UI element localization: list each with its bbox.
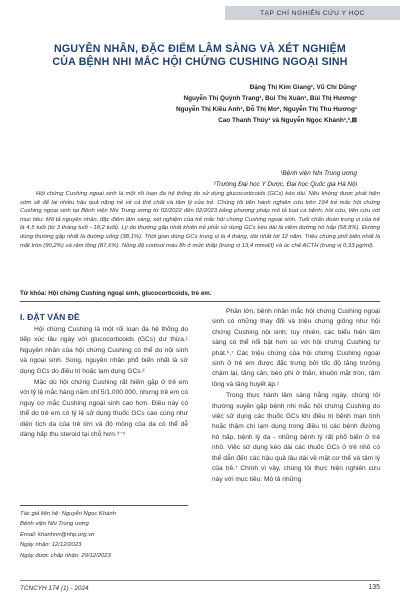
journal-citation: TCNCYH 174 (1) - 2024 (20, 585, 89, 592)
journal-header-band (225, 6, 400, 20)
author-list (57, 82, 357, 126)
footnote-line: Tác giả liên hệ: Nguyễn Ngọc Khánh (20, 511, 116, 517)
author-line: Nguyễn Thị Kiều Anh¹, Đỗ Thị Mơ¹, Nguyễn Thị Thu Hương¹ (175, 106, 357, 113)
page-number: 135 (368, 584, 380, 591)
section-heading: I. ĐẶT VẤN ĐỀ (20, 312, 80, 322)
journal-name: TẠP CHÍ NGHIÊN CỨU Y HỌC (260, 9, 365, 17)
body-paragraph: Mặc dù hội chứng Cushing rất hiếm gặp ở trẻ em với tỷ lệ mắc hàng năm chỉ 5/1.000.000, nhưng trẻ em có nguy cơ mắc Cushing ngoại sinh cao hơn. Điều này có thể do trẻ em có tỷ lệ sử dụng thuốc GCs cao cùng như diện tích da của trẻ lớn và độ mỏng của da có thể dễ dàng hấp thu steroid tại chỗ hơn.³⁻⁵ (20, 379, 188, 439)
title-line: CỦA BỆNH NHI MẮC HỘI CHỨNG CUSHING NGOẠI SINH (52, 56, 348, 68)
article-title (0, 43, 400, 69)
affiliations (57, 168, 357, 190)
author-line: Cao Thanh Thủy¹ và Nguyễn Ngọc Khánh¹,²,⊠ (218, 117, 357, 124)
right-column (212, 307, 380, 486)
affiliation-line: ¹Bệnh viện Nhi Trung ương (280, 170, 357, 177)
keywords: Từ khóa: Hội chứng Cushing ngoại sinh, glucocorticoids, trẻ em. (20, 290, 212, 297)
affiliation-line: ²Trường Đại học Y Dược, Đại học Quốc gia Hà Nội (213, 181, 357, 188)
keywords-divider (20, 301, 380, 302)
footnote-divider (20, 505, 188, 506)
abstract: Hội chứng Cushing ngoại sinh là một rối loạn đa hệ thống do sử dụng glucocorticoids (GCs) kéo dài. Nếu không được phát hiện sớm sẽ để lại nhiều hậu quả nặng nề về cả thể chất và tâm lý của trẻ. Chúng tôi tiến hành nghiên cứu trên 194 trẻ mắc hội chứng Cushing ngoại sinh tại Bệnh viện Nhi Trung ương từ 02/2022 đến 02/2023 bằng phương pháp mô tả loạt ca bệnh, hồi cứu, tiến cứu với mục tiêu: Mô tả nguyên nhân, đặc điểm lâm sàng, xét nghiệm của trẻ mắc hội chứng Cushing ngoại sinh. Tuổi chẩn đoán trung vị của trẻ là 4,5 tuổi (từ 3 tháng tuổi - 18,2 tuổi). Lý do thường gặp nhất khiến trẻ phải sử dụng GCs kéo dài là viêm đường hô hấp (58,8%). Đường dùng thường gặp nhất là đường uống (38,1%). Thời gian dùng GCs trung vị là 4 tháng, dài nhất tới 12 năm. Triệu chứng phổ biến nhất là mặt tròn (90,2%) và rậm lông (87,6%). Nồng độ cortisol máu 8h ở mức thấp (trung vị 13,4 mmol/l) và úc chế ACTH (trung vị 0,33 pg/ml). (20, 191, 380, 249)
title-line: NGUYÊN NHÂN, ĐẶC ĐIỂM LÂM SÀNG VÀ XÉT NGHIỆM (54, 43, 346, 55)
footnote-line: Ngày nhận: 12/12/2023 (20, 542, 82, 549)
footnote-line: Email: khanhnn@nhp.org.vn (20, 531, 95, 538)
left-column (20, 325, 188, 441)
body-paragraph: Hội chứng Cushing là một rối loạn đa hệ thống do tiếp xúc lâu ngày với glucocorticoids (GCs) dư thừa.¹ Nguyên nhân của hội chứng Cushing có thể do nội sinh và ngoại sinh. Song, nguyên nhân phổ biến nhất là sử dụng GCs do điều trị hoặc lạm dụng GCs.² (20, 326, 188, 375)
body-paragraph: Trong thực hành lâm sàng hằng ngày, chúng tôi thường xuyên gặp bệnh nhi mắc hội chứng Cushing do việc sử dụng các thuốc GCs khi điều trị bệnh mạn tính hoặc thậm chí lạm dụng trong điều trị các bệnh đường hô hấp, bệnh lý da - những bệnh lý rất phổ biến ở trẻ nhỏ. Việc sử dụng kéo dài các thuốc GCs ở trẻ nhỏ có thể dẫn đến các hậu quả lâu dài về mặt cơ thể và tâm lý của trẻ.⁷ Chính vì vậy, chúng tôi thực hiện nghiên cứu này với mục tiêu: Mô tả những (212, 392, 380, 483)
author-line: Nguyễn Thị Quỳnh Trang¹, Bùi Thị Xuân¹, Bùi Thị Hương¹ (183, 95, 357, 102)
footnote-line: Ngày được chấp nhận: 29/12/2023 (20, 552, 111, 559)
correspondence-footnote (20, 509, 188, 561)
author-line: Đặng Thị Kim Giang¹, Vũ Chí Dũng¹ (249, 84, 357, 91)
footnote-line: Bệnh viện Nhi Trung ương (20, 521, 89, 528)
footer-divider (20, 580, 380, 581)
body-paragraph: Phần lớn, bệnh nhân mắc hội chứng Cushing ngoại sinh có những thay đổi và triệu chứng giống như hội chứng Cushing nội sinh; tuy nhiên, các biểu hiện lâm sàng có thể nổi bật hơn so với hội chứng Cushing tự phát.⁶,⁷ Các triệu chứng của hội chứng Cushing ngoại sinh ở trẻ em được đặc trưng bởi tốc độ tăng trưởng chậm lại, tăng cân, béo phì ở thân, khuôn mặt tròn, rậm lông và tăng huyết áp.¹ (212, 308, 380, 388)
